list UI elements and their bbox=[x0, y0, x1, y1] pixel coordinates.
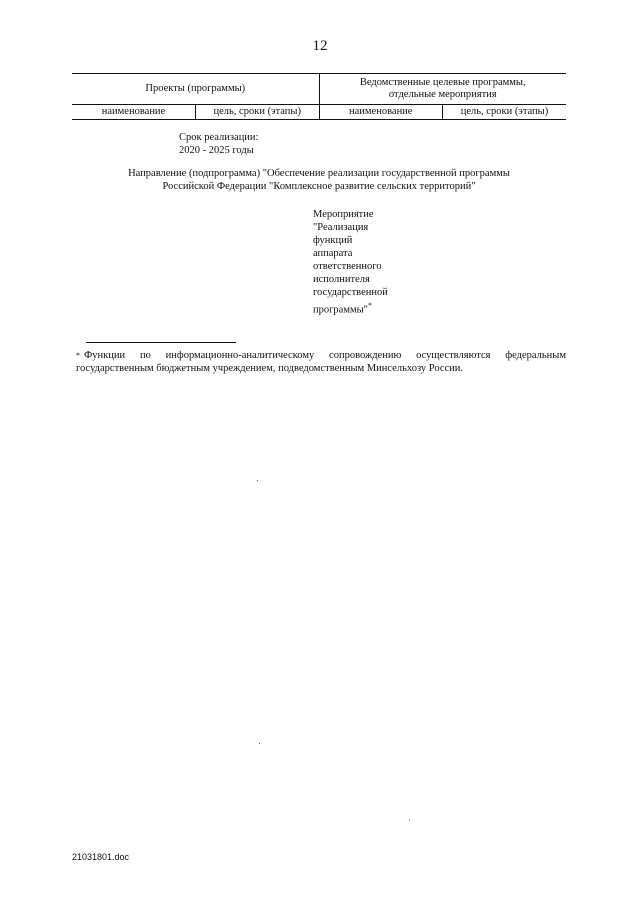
measure-line: "Реализация bbox=[313, 222, 369, 233]
implementation-term bbox=[179, 131, 258, 157]
header-projects: Проекты (программы) bbox=[72, 74, 319, 105]
measure-line: исполнителя bbox=[313, 274, 370, 285]
direction-title bbox=[72, 167, 566, 193]
footnote-separator bbox=[86, 342, 236, 343]
subheader-goal-2: цель, сроки (этапы) bbox=[443, 105, 567, 120]
measure-line: аппарата bbox=[313, 248, 353, 259]
measure-line bbox=[313, 299, 423, 317]
measure-block bbox=[313, 208, 423, 317]
header-departmental-line2: отдельные мероприятия bbox=[388, 89, 497, 100]
header-departmental bbox=[319, 74, 566, 105]
term-label: Срок реализации: bbox=[179, 132, 259, 143]
header-table bbox=[72, 73, 566, 120]
document-filename: 21031801.doc bbox=[72, 852, 130, 862]
measure-line: государственной bbox=[313, 287, 388, 298]
measure-line-last: программы" bbox=[313, 304, 368, 316]
page-number: 12 bbox=[312, 38, 328, 54]
scan-speck bbox=[257, 480, 258, 481]
subheader-name-1: наименование bbox=[72, 105, 196, 120]
measure-line: Мероприятие bbox=[313, 209, 374, 220]
footnote-mark: * bbox=[76, 351, 80, 360]
subheader-goal-1: цель, сроки (этапы) bbox=[196, 105, 320, 120]
footnote-reference[interactable]: * bbox=[367, 301, 372, 310]
header-departmental-line1: Ведомственные целевые программы, bbox=[359, 77, 526, 88]
footnote-text: Функции по информационно-аналитическому сопровождению осуществляются федеральным государственным бюджетным учреждением, подведомственным Минсельхозу России. bbox=[76, 350, 566, 374]
direction-line-2: Российской Федерации "Комплексное развитие сельских территорий" bbox=[162, 181, 476, 192]
direction-line-1: Направление (подпрограмма) "Обеспечение реализации государственной программы bbox=[128, 168, 510, 179]
footnote bbox=[76, 349, 566, 375]
scan-speck bbox=[409, 820, 410, 821]
term-value: 2020 - 2025 годы bbox=[179, 145, 254, 156]
measure-line: ответственного bbox=[313, 261, 382, 272]
subheader-name-2: наименование bbox=[319, 105, 443, 120]
scan-speck bbox=[259, 743, 260, 744]
measure-line: функций bbox=[313, 235, 353, 246]
